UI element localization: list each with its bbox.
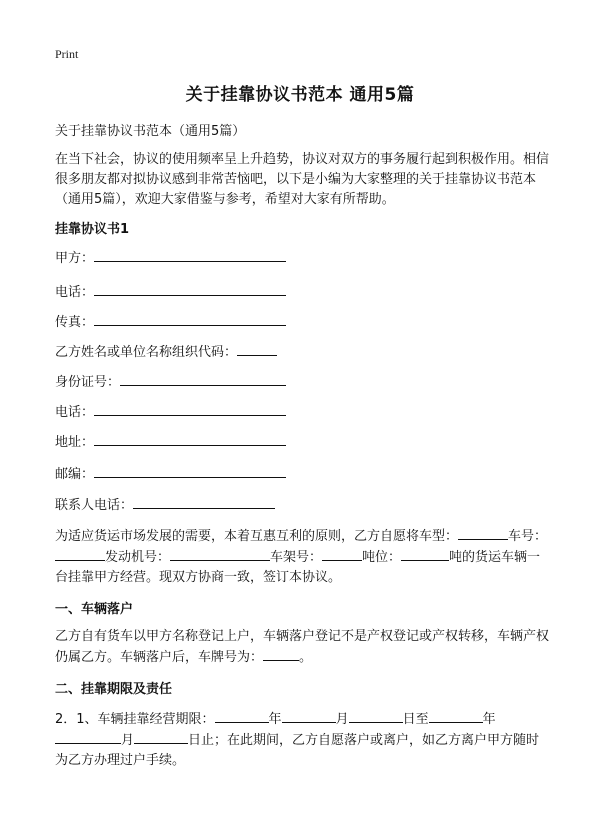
text-run: 吨的货运车辆一台挂靠甲方经营。现双方协商一致，签订本协议。	[55, 550, 541, 585]
blank-line	[55, 547, 105, 561]
field-label: 甲方：	[55, 251, 95, 266]
blank-line	[237, 341, 277, 356]
blank-line	[429, 709, 483, 723]
field-party-b-name	[55, 341, 277, 361]
field-label: 地址：	[55, 435, 95, 450]
text-run: 年	[268, 712, 282, 727]
blank-line	[170, 547, 270, 561]
blank-line	[215, 709, 269, 723]
text-run: 日止；在此期间，乙方自愿落户或离户，如乙方离户甲方随时为乙方办理过户手续。	[55, 733, 540, 768]
document-subtitle: 关于挂靠协议书范本（通用5篇）	[55, 124, 246, 139]
field-contact-phone	[55, 494, 275, 514]
blank-line	[94, 431, 286, 446]
field-label: 电话：	[55, 285, 95, 300]
registration-paragraph	[55, 627, 551, 668]
field-phone-b	[55, 401, 286, 421]
blank-line	[94, 311, 286, 326]
text-run: 发动机号：	[105, 550, 171, 565]
blank-line	[401, 547, 449, 561]
blank-line	[94, 281, 286, 296]
text-run: 。	[299, 650, 313, 665]
section-heading-registration: 一、车辆落户	[55, 602, 134, 617]
field-phone-a	[55, 281, 286, 301]
blank-line	[134, 730, 188, 744]
text-run: 车架号：	[270, 550, 323, 565]
text-run: 吨位：	[362, 550, 402, 565]
text-run: 月	[121, 733, 135, 748]
blank-line	[94, 247, 286, 262]
blank-line	[94, 463, 286, 478]
blank-line	[120, 371, 286, 386]
text-run: 月	[335, 712, 349, 727]
term-paragraph	[55, 709, 551, 771]
blank-line	[263, 647, 299, 661]
blank-line	[94, 401, 286, 416]
text-run: 日至	[402, 712, 429, 727]
blank-line	[55, 730, 121, 744]
field-label: 邮编：	[55, 467, 95, 482]
text-run: 2．1、车辆挂靠经营期限：	[55, 712, 215, 727]
field-id-number	[55, 371, 286, 391]
document-title: 关于挂靠协议书范本 通用5篇	[185, 85, 415, 105]
field-label: 传真：	[55, 315, 95, 330]
field-party-a	[55, 247, 286, 267]
blank-line	[282, 709, 336, 723]
text-run: 为适应货运市场发展的需要，本着互惠互利的原则，乙方自愿将车型：	[55, 529, 459, 544]
intro-paragraph: 在当下社会，协议的使用频率呈上升趋势，协议对双方的事务履行起到积极作用。相信很多朋友都对拟协议感到非常苦恼吧，以下是小编为大家整理的关于挂靠协议书范本（通用5篇），欢迎大家借鉴与参考，希望对大家有所帮助。	[55, 152, 550, 207]
blank-line	[349, 709, 403, 723]
field-postcode	[55, 463, 286, 483]
field-label: 联系人电话：	[55, 498, 134, 513]
field-label: 乙方姓名或单位名称组织代码：	[55, 345, 238, 360]
text-run: 年	[482, 712, 496, 727]
blank-line	[458, 526, 508, 540]
blank-line	[133, 494, 275, 509]
field-label: 身份证号：	[55, 375, 121, 390]
section-heading-term: 二、挂靠期限及责任	[55, 682, 173, 697]
blank-line	[322, 547, 362, 561]
print-label[interactable]: Print	[55, 47, 79, 61]
vehicle-paragraph	[55, 526, 551, 588]
field-label: 电话：	[55, 405, 95, 420]
section-heading-agreement-1: 挂靠协议书1	[55, 222, 130, 237]
text-run: 车号：	[508, 529, 548, 544]
field-fax	[55, 311, 286, 331]
text-run: 乙方自有货车以甲方名称登记上户，车辆落户登记不是产权登记或产权转移，车辆产权仍属乙方。车辆落户后，车牌号为：	[55, 629, 550, 665]
field-address	[55, 431, 286, 451]
